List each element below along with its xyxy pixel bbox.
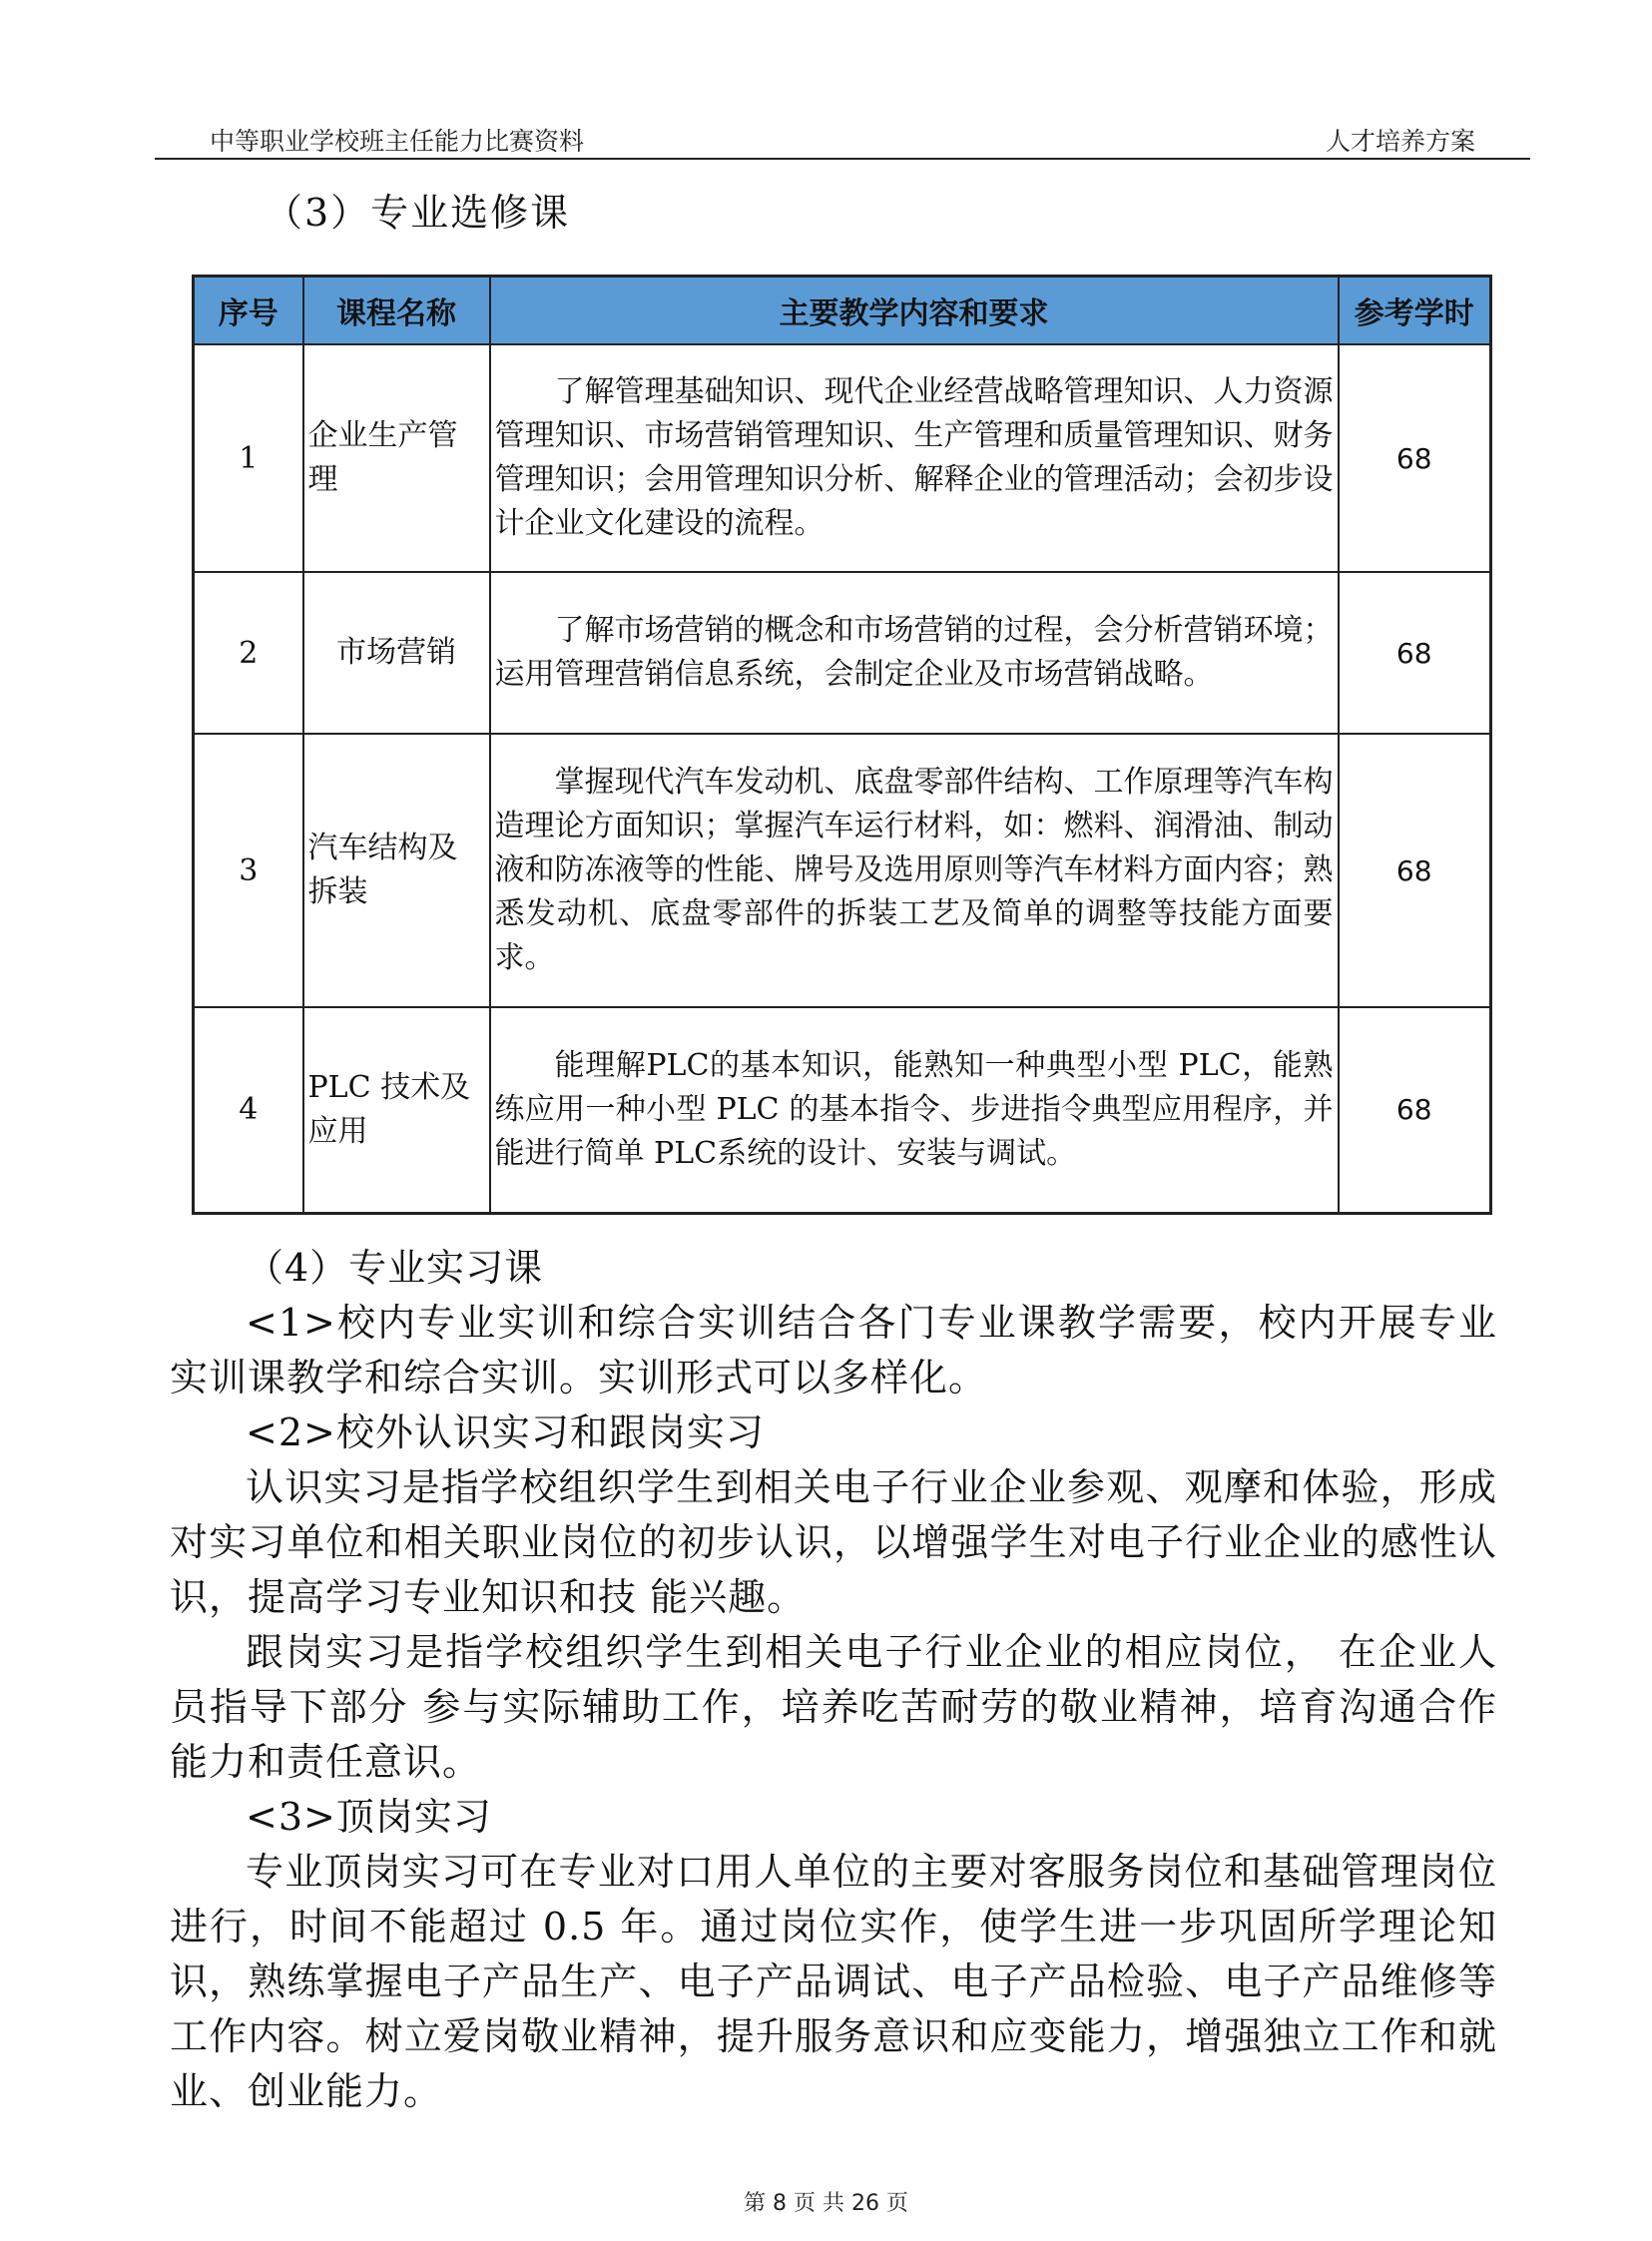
cell-course-name: 企业生产管理 (303, 344, 490, 572)
cell-no: 4 (194, 1007, 303, 1213)
subsection-heading: <3>顶岗实习 (246, 1795, 492, 1839)
paragraph: 跟岗实习是指学校组织学生到相关电子行业企业的相应岗位， 在企业人员指导下部分 参与实际辅助工作，培养吃苦耐劳的敬业精神，培育沟通合作能力和责任意识。 (170, 1630, 1497, 1784)
cell-hours: 68 (1339, 734, 1491, 1007)
cell-no: 3 (194, 734, 303, 1007)
table-header-row (194, 277, 1491, 345)
page-number-footer: 第 8 页 共 26 页 (744, 2191, 908, 2216)
cell-no: 2 (194, 572, 303, 734)
subsection-heading: （4）专业实习课 (246, 1246, 544, 1290)
paragraph: <1>校内专业实训和综合实训结合各门专业课教学需要，校内开展专业实训课教学和综合实训。实训形式可以多样化。 (170, 1301, 1497, 1400)
cell-hours: 68 (1339, 572, 1491, 734)
table-row (194, 572, 1491, 734)
paragraph: 专业顶岗实习可在专业对口用人单位的主要对客服务岗位和基础管理岗位进行，时间不能超过 0.5 年。通过岗位实作，使学生进一步巩固所学理论知识，熟练掌握电子产品生产、电子产品调试、电子产品检验、电子产品维修等工作内容。树立爱岗敬业精神，提升服务意识和应变能力，增强独立工作和就业、创业能力。 (170, 1850, 1497, 2113)
subsection-heading: <2>校外认识实习和跟岗实习 (246, 1410, 765, 1454)
cell-description: 掌握现代汽车发动机、底盘零部件结构、工作原理等汽车构造理论方面知识；掌握汽车运行材料，如：燃料、润滑油、制动液和防冻液等的性能、牌号及选用原则等汽车材料方面内容；熟悉发动机、底盘零部件的拆装工艺及简单的调整等技能方面要求。 (490, 734, 1339, 1007)
table-row (194, 734, 1491, 1007)
header-cell-no: 序号 (194, 277, 303, 345)
paragraph: 认识实习是指学校组织学生到相关电子行业企业参观、观摩和体验，形成对实习单位和相关职业岗位的初步认识，以增强学生对电子行业企业的感性认识，提高学习专业知识和技 能兴趣。 (170, 1465, 1497, 1619)
elective-courses-table (192, 275, 1492, 1215)
cell-hours: 68 (1339, 1007, 1491, 1213)
cell-description: 了解管理基础知识、现代企业经营战略管理知识、人力资源管理知识、市场营销管理知识、生产管理和质量管理知识、财务管理知识；会用管理知识分析、解释企业的管理活动；会初步设计企业文化建设的流程。 (490, 344, 1339, 572)
header-cell-content: 主要教学内容和要求 (490, 277, 1339, 345)
cell-no: 1 (194, 344, 303, 572)
section-title: （3）专业选修课 (265, 191, 571, 235)
header-cell-hours: 参考学时 (1339, 277, 1491, 345)
cell-hours: 68 (1339, 344, 1491, 572)
page-header (155, 118, 1530, 160)
cell-course-name: 市场营销 (303, 572, 490, 734)
table-row (194, 344, 1491, 572)
header-cell-name: 课程名称 (303, 277, 490, 345)
cell-course-name: 汽车结构及拆装 (303, 734, 490, 1007)
header-left-title: 中等职业学校班主任能力比赛资料 (210, 127, 585, 156)
cell-description: 能理解PLC的基本知识，能熟知一种典型小型 PLC，能熟练应用一种小型 PLC 的基本指令、步进指令典型应用程序，并能进行简单 PLC系统的设计、安装与调试。 (490, 1007, 1339, 1213)
cell-course-name: PLC 技术及应用 (303, 1007, 490, 1213)
table-row (194, 1007, 1491, 1213)
internship-section (170, 1241, 1497, 2119)
cell-description: 了解市场营销的概念和市场营销的过程，会分析营销环境；运用管理营销信息系统，会制定企业及市场营销战略。 (490, 572, 1339, 734)
header-right-title: 人才培养方案 (1325, 127, 1475, 156)
